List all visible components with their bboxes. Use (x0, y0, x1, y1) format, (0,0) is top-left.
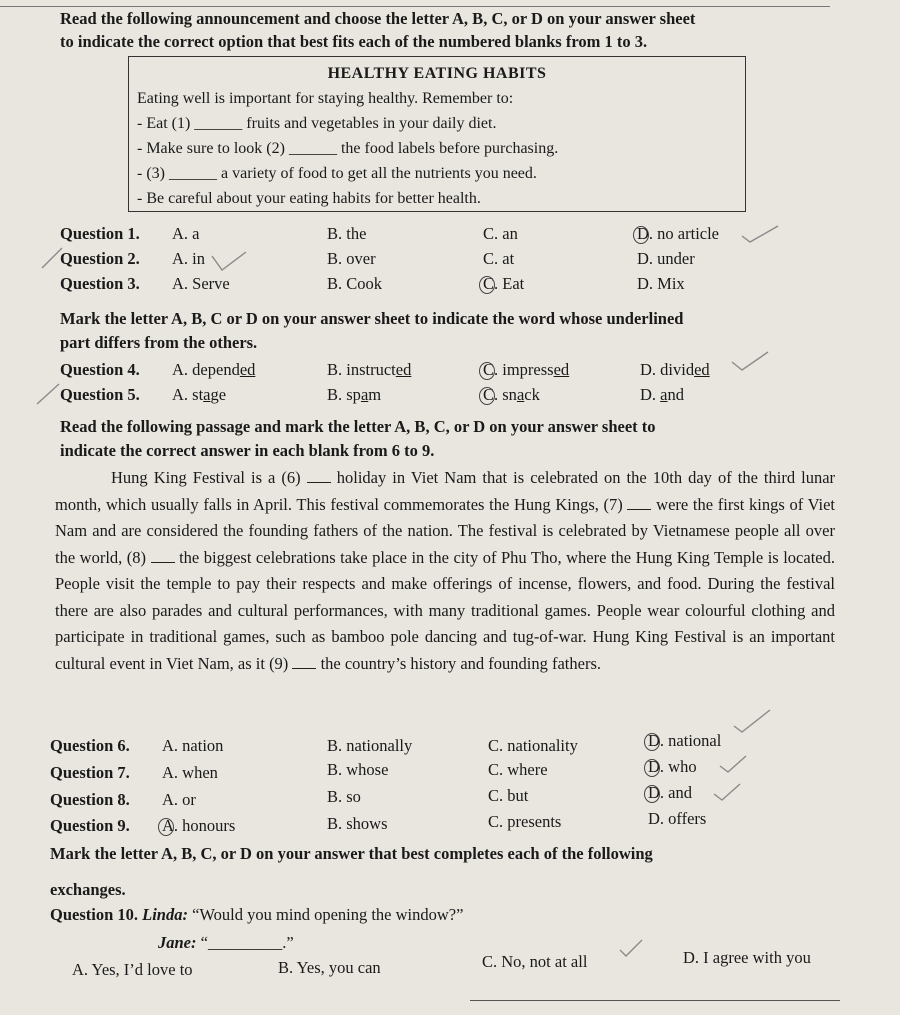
section1-instruction-line2: to indicate the correct option that best fits each of the numbered blanks from 1 to 3. (60, 32, 648, 51)
check-mark-icon (740, 224, 780, 244)
option-a[interactable]: A. in (172, 249, 205, 268)
option-d[interactable] (640, 385, 684, 405)
option-c[interactable]: C. nationality (488, 736, 578, 755)
pencil-stroke (40, 246, 64, 270)
answer-circle (479, 276, 495, 294)
answer-circle (644, 733, 660, 751)
option-text: nd (667, 385, 684, 404)
section4-instruction-line2: exchanges. (50, 880, 126, 899)
passage-text: were the first kings of Viet Nam and are considered the founding fathers of the nation. The festival is celebrated by Vietnamese people all over the world, (8) (55, 494, 836, 567)
question-label: Question 7. (50, 763, 130, 782)
answer-circle (644, 785, 660, 803)
section2-instruction-line1: Mark the letter A, B, C or D on your answer sheet to indicate the word whose underlined (60, 309, 684, 328)
option-b[interactable] (327, 385, 381, 405)
option-d[interactable]: D. Mix (637, 274, 685, 293)
pencil-stroke (35, 382, 61, 406)
check-mark-icon (618, 938, 644, 960)
question-row (50, 763, 130, 783)
option-a[interactable]: A. honours (162, 816, 236, 835)
announcement-title: HEALTHY EATING HABITS (327, 65, 547, 82)
option-text: B. instruct (327, 360, 396, 379)
option-d[interactable]: D. and (648, 783, 692, 802)
blank-9 (292, 654, 316, 669)
option-a[interactable] (172, 385, 226, 405)
option-text: D. (640, 385, 661, 404)
option-d[interactable]: D. under (637, 249, 695, 268)
option-text: C. impress (483, 360, 554, 379)
section2-instruction-line2: part differs from the others. (60, 333, 258, 352)
option-text: ck (524, 385, 540, 404)
option-d[interactable]: D. national (648, 731, 722, 750)
question-row (50, 816, 130, 836)
option-b[interactable] (327, 360, 411, 380)
announcement-line: - Eat (1) ______ fruits and vegetables in your daily diet. (137, 115, 497, 132)
option-c[interactable]: C. No, not at all (482, 952, 588, 971)
option-c[interactable]: C. an (483, 224, 518, 243)
passage-text: the biggest celebrations take place in the city of Phu Tho, where the Hung King Temple is located. People visit the temple to pay their respects and make offerings of incense, flowers, and food. During the festival there are also parades and cultural performances, with many traditional games. People wear colourful clothing and participate in traditional games, such as bamboo pole dancing and tug-of-war. Hung King Festival is an important cultural event in Viet Nam, as it (9) (55, 547, 835, 673)
option-b[interactable]: B. so (327, 787, 361, 806)
option-text: m (368, 385, 382, 404)
question-label: Question 5. (60, 385, 140, 404)
question-label: Question 10. (50, 905, 139, 924)
option-d[interactable]: D. I agree with you (683, 948, 811, 967)
answer-circle (644, 759, 660, 777)
option-a[interactable]: A. Serve (172, 274, 230, 293)
section3-instruction-line2: indicate the correct answer in each blank from 6 to 9. (60, 441, 435, 460)
option-text: ge (210, 385, 227, 404)
option-text: D. divid (640, 360, 695, 379)
option-a[interactable]: A. when (162, 763, 218, 782)
speaker-name: Linda: (142, 905, 188, 924)
check-mark-icon (730, 350, 770, 374)
divider (470, 1000, 840, 1001)
answer-circle (633, 226, 649, 244)
announcement-line: - Make sure to look (2) ______ the food labels before purchasing. (137, 140, 559, 157)
question-label: Question 1. (60, 224, 140, 243)
option-c[interactable]: C. Eat (483, 274, 525, 293)
question-label: Question 9. (50, 816, 130, 835)
question-row (50, 790, 130, 810)
question-row (60, 385, 140, 405)
dialogue-text: “_________.” (200, 933, 294, 952)
announcement-line: - Be careful about your eating habits for better health. (137, 190, 481, 207)
blank-7 (627, 495, 651, 510)
option-d[interactable]: D. offers (648, 809, 707, 828)
option-c[interactable]: C. presents (488, 812, 562, 831)
question-10-prompt (50, 905, 463, 925)
passage-text: Hung King Festival is a (6) (111, 468, 301, 487)
check-mark-icon (712, 782, 742, 804)
option-c[interactable]: C. where (488, 760, 548, 779)
section3-instruction-line1: Read the following passage and mark the letter A, B, C, or D on your answer sheet to (60, 417, 656, 436)
option-c[interactable]: C. at (483, 249, 515, 268)
section1-instruction-line1: Read the following announcement and choose the letter A, B, C, or D on your answer sheet (60, 9, 696, 28)
underlined-part: ed (694, 360, 710, 379)
reading-passage (55, 465, 835, 677)
question-row (60, 360, 140, 380)
question-row (60, 249, 140, 269)
question-row (60, 274, 140, 294)
option-a[interactable]: A. a (172, 224, 200, 243)
announcement-box (128, 56, 746, 212)
option-text: A. depend (172, 360, 240, 379)
option-b[interactable]: B. Yes, you can (278, 958, 381, 977)
underlined-part: ed (395, 360, 412, 379)
section4-instruction-line1: Mark the letter A, B, C, or D on your answer that best completes each of the following (50, 844, 653, 863)
underlined-part: a (203, 385, 211, 404)
question-label: Question 4. (60, 360, 140, 379)
option-c[interactable]: C. but (488, 786, 529, 805)
underlined-part: a (660, 385, 668, 404)
option-a[interactable]: A. Yes, I’d love to (72, 960, 193, 979)
answer-circle (479, 387, 495, 405)
option-text: B. sp (327, 385, 361, 404)
check-mark-icon (210, 250, 250, 272)
dialogue-text: “Would you mind opening the window?” (192, 905, 464, 924)
question-row (60, 224, 140, 244)
underlined-part: a (360, 385, 369, 404)
option-a[interactable]: A. or (162, 790, 196, 809)
question-row (50, 736, 130, 756)
check-mark-icon (718, 754, 748, 776)
question-10-response (158, 933, 294, 953)
speaker-name: Jane: (158, 933, 197, 952)
question-label: Question 6. (50, 736, 130, 755)
option-b[interactable]: B. over (327, 249, 376, 268)
passage-text: the country’s history and founding fathers. (320, 653, 602, 673)
option-a[interactable]: A. nation (162, 736, 224, 755)
option-d[interactable]: D. who (648, 757, 697, 776)
option-b[interactable]: B. shows (327, 814, 388, 833)
question-label: Question 8. (50, 790, 130, 809)
option-b[interactable]: B. Cook (327, 274, 383, 293)
option-b[interactable]: B. the (327, 224, 367, 243)
option-text: A. st (172, 385, 204, 404)
divider (0, 6, 830, 7)
question-label: Question 3. (60, 274, 140, 293)
passage-text: holiday in Viet Nam that is celebrated on the 10th day of the third lunar month, which usually falls in April. This festival commemorates the Hung Kings, (7) (55, 468, 836, 514)
answer-circle (479, 362, 495, 380)
option-b[interactable]: B. whose (327, 760, 389, 779)
option-d[interactable]: D. no article (637, 224, 720, 243)
option-b[interactable]: B. nationally (327, 736, 413, 755)
underlined-part: ed (239, 360, 256, 379)
underlined-part: a (516, 385, 525, 404)
option-a[interactable] (172, 360, 255, 380)
underlined-part: ed (553, 360, 570, 379)
option-d[interactable] (640, 360, 710, 380)
check-mark-icon (732, 708, 772, 734)
announcement-line: - (3) ______ a variety of food to get all the nutrients you need. (137, 165, 537, 182)
option-c[interactable] (483, 360, 569, 380)
question-label: Question 2. (60, 249, 140, 268)
blank-6 (307, 468, 331, 483)
answer-circle (158, 818, 174, 836)
blank-8 (151, 548, 175, 563)
option-text: C. sn (483, 385, 517, 404)
announcement-line: Eating well is important for staying healthy. Remember to: (137, 90, 514, 107)
